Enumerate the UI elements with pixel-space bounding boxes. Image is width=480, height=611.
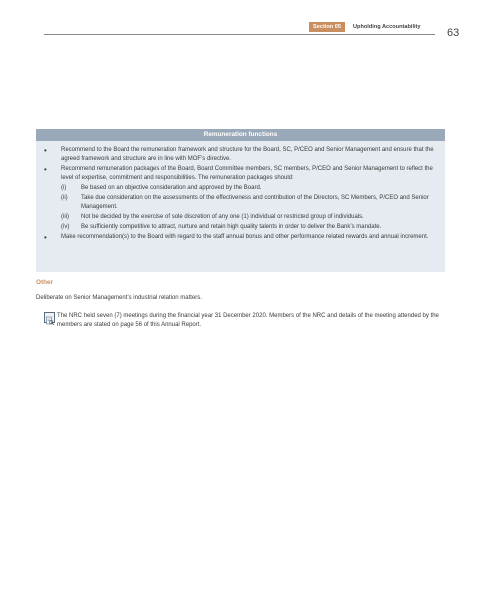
bullet-item <box>44 146 437 164</box>
section-tag: Section 05 <box>309 22 345 32</box>
document-magnifier-icon <box>44 312 55 323</box>
sub-item <box>61 184 437 193</box>
bullet-icon: • <box>44 233 47 242</box>
box-body <box>36 141 445 242</box>
bullet-item <box>44 233 437 242</box>
sub-item-text: Not be decided by the exercise of sole discretion of any one (1) individual or restricted group of individuals. <box>81 214 364 220</box>
box-title: Remuneration functions <box>36 129 445 141</box>
sub-item-label: (iii) <box>61 214 69 220</box>
bullet-item <box>44 165 437 232</box>
sub-item-label: (ii) <box>61 195 68 201</box>
bullet-icon: • <box>44 165 47 174</box>
note-text: The NRC held seven (7) meetings during the financial year 31 December 2020. Members of the NRC and details of the meeting attended by the members are stated on page 56 of this Annual Report. <box>57 313 439 328</box>
other-text: Deliberate on Senior Management’s industrial relation matters. <box>36 295 202 301</box>
page-number: 63 <box>447 27 460 39</box>
header-rule <box>44 34 435 35</box>
sub-item-text: Be sufficiently competitive to attract, nurture and retain high quality talents in order to deliver the Bank’s mandate. <box>81 224 382 230</box>
bullet-text: Make recommendation(s) to the Board with regard to the staff annual bonus and other performance related rewards and annual increment. <box>61 234 429 240</box>
sub-item-text: Be based on an objective consideration and approved by the Board. <box>81 185 262 191</box>
sub-item-label: (i) <box>61 185 67 191</box>
bullet-text: Recommend to the Board the remuneration framework and structure for the Board, SC, P/CEO and Senior Management and ensure that the agreed framework and structure are in line with MOF’s directive. <box>61 147 434 162</box>
bullet-icon: • <box>44 146 47 155</box>
section-title: Upholding Accountability <box>353 24 421 30</box>
sub-item <box>61 223 437 232</box>
remuneration-functions-box <box>36 129 445 272</box>
sub-item-text: Take due consideration on the assessments of the effectiveness and contribution of the Directors, SC Members, P/CEO and Senior Management. <box>81 195 429 210</box>
other-heading: Other <box>36 279 54 286</box>
page-header <box>0 22 480 52</box>
bullet-text: Recommend remuneration packages of the Board, Board Committee members, SC members, P/CEO and Senior Management to reflect the level of expertise, commitment and responsibilities. The remuneration packages should: <box>61 166 433 181</box>
sub-item <box>61 213 437 222</box>
sub-item <box>61 194 437 212</box>
sub-item-label: (iv) <box>61 224 70 230</box>
